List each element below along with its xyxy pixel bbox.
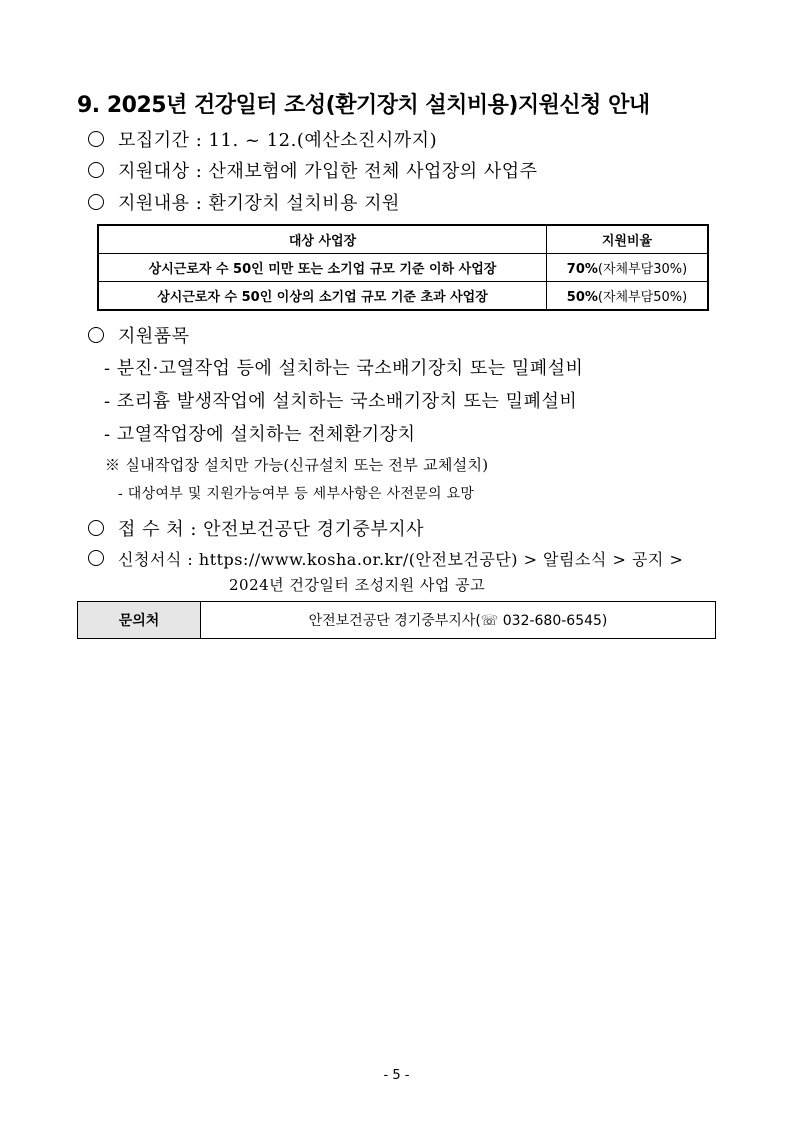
form-text: 신청서식 : https://www.kosha.or.kr/(안전보건공단) > 알림소식 > 공지 >: [118, 550, 684, 569]
section-title: 9. 2025년 건강일터 조성(환기장치 설치비용)지원신청 안내: [77, 93, 650, 118]
rate-value: 50%: [566, 290, 598, 305]
contact-label: 문의처: [78, 602, 201, 639]
rate-note: (자체부담50%): [597, 290, 688, 305]
circle-bullet-icon: [88, 194, 104, 210]
header-target: 대상 사업장: [98, 225, 547, 254]
circle-bullet-icon: [88, 131, 104, 147]
row-target: 상시근로자 수 50인 미만 또는 소기업 규모 기준 이하 사업장: [98, 254, 547, 282]
content-text: 지원내용 : 환기장치 설치비용 지원: [118, 193, 400, 214]
reception-text: 접 수 처 : 안전보건공단 경기중부지사: [118, 519, 424, 540]
contact-row: [78, 602, 716, 639]
period-item: [88, 126, 437, 152]
row-rate: [547, 254, 709, 282]
table-header-row: [98, 225, 708, 254]
reception-item: [88, 515, 424, 541]
list-item: - 분진·고열작업 등에 설치하는 국소배기장치 또는 밀폐설비: [104, 358, 584, 379]
header-rate: 지원비율: [547, 225, 709, 254]
rate-value: 70%: [566, 262, 598, 277]
form-item-continued: 2024년 건강일터 조성지원 사업 공고: [229, 576, 486, 594]
page-number: - 5 -: [383, 1068, 410, 1083]
target-text: 지원대상 : 산재보험에 가입한 전체 사업장의 사업주: [118, 161, 538, 182]
form-item: [88, 547, 683, 570]
rate-note: (자체부담30%): [597, 262, 688, 277]
list-item: - 고열작업장에 설치하는 전체환기장치: [104, 424, 416, 445]
circle-bullet-icon: [88, 520, 104, 536]
inquiry-note: - 대상여부 및 지원가능여부 등 세부사항은 사전문의 요망: [118, 486, 475, 502]
table-row: [98, 254, 708, 282]
period-text: 모집기간 : 11. ~ 12.(예산소진시까지): [118, 130, 438, 151]
support-items-heading: [88, 322, 190, 348]
content-item: [88, 189, 400, 215]
target-item: [88, 157, 538, 183]
row-rate: [547, 282, 709, 311]
circle-bullet-icon: [88, 550, 104, 566]
support-items-heading-text: 지원품목: [118, 326, 190, 347]
contact-value: 안전보건공단 경기중부지사(☏ 032-680-6545): [201, 602, 716, 639]
table-row: [98, 282, 708, 311]
circle-bullet-icon: [88, 327, 104, 343]
list-item: - 조리흄 발생작업에 설치하는 국소배기장치 또는 밀폐설비: [104, 391, 578, 412]
support-rate-table: [97, 224, 709, 311]
contact-table: [77, 601, 716, 639]
circle-bullet-icon: [88, 162, 104, 178]
row-target: 상시근로자 수 50인 이상의 소기업 규모 기준 초과 사업장: [98, 282, 547, 311]
install-note: ※ 실내작업장 설치만 가능(신규설치 또는 전부 교체설치): [105, 456, 489, 474]
